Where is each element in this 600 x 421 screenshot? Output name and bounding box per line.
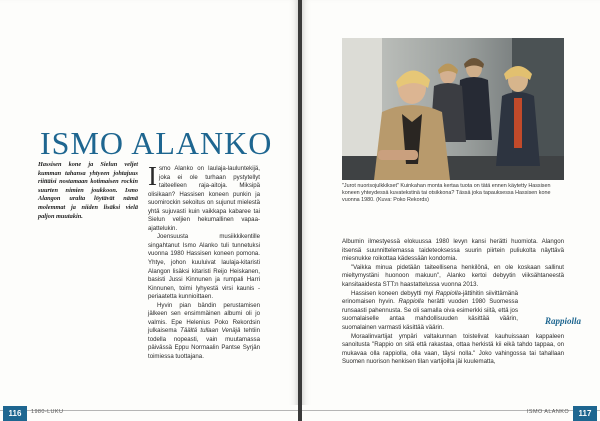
body-paragraph-2: Joensuusta musiikkikentille singahtanut Ismo Alanko tuli tunnetuksi vuonna 1980 Hassisen koneen pomona. Yhtye, johon kuuluivat laulaja-kitaristi Alangon lisäksi kitaristi Reijo Heiskanen, basisti Jussi Kinnunen ja rumpali Harri Kinnunen, toimi lyhyestä virsi kaunis -periaatetta kunnioittaen.: [148, 233, 260, 301]
photo-caption: "Jurot nuorisojulkkikset" Kuinkahan monta kertaa tuota on tätä ennen käytetty Hassisen koneen yhteydessä kuvatekstinä tai otsikkona? Tässä jokа tapauksessa Hassisen kone vuonna 1980. (Kuva: Poko Rekords): [342, 183, 551, 204]
left-footer: [0, 405, 298, 421]
page-title: ISMO ALANKO: [40, 125, 273, 161]
right-page: [302, 0, 600, 421]
band-photo-illustration: [342, 38, 564, 180]
running-head-left: 1980-LUKU: [31, 409, 64, 415]
right-paragraph-3: Hassisen koneen debyytti myi Rappiolla-jättihitin siivittämänä erinomaisen hyvin. Rappiolla herätti vuoden 1980 Suomessa runsaasti pahennusta. Se oli samalla oiva esimerkki siitä, että jos suomalaiselle antaa mahdollisuuden käsittää väärin, suomalainen varmasti käsittää väärin.: [342, 289, 518, 331]
band-photo: [342, 38, 564, 180]
page-number-left: 116: [3, 406, 27, 421]
drop-cap: I: [148, 161, 157, 191]
running-head-right: ISMO ALANKO: [527, 409, 569, 415]
right-paragraph-1: Albumin ilmestyessä elokuussa 1980 levyn kansi herätti huomiota. Alangon itsensä suunnittelemassa taideteoksessa suurin piirtein puliukolta näyttävä miesnukke roikottaa kädessään kondomia.: [342, 238, 564, 263]
right-body: [342, 238, 564, 367]
right-footer: [302, 405, 600, 421]
margin-note: Rappiolla: [545, 316, 582, 326]
body-paragraph-3: Hyvin pian bändin perustamisen jälkeen sen ensimmäinen albumi oli jo valmis. Epe Helenius Poko Rekordsin julkaisema Täältä tullaan Venäjä tehtiin todella nopeasti, vain muutamassa päivässä Eppu Normaalin Pantse Syrjän toimiessa tuottajana.: [148, 301, 261, 361]
right-paragraph-4: Moraalinvartijat ympäri valtakunnan toistelivat kauhuissaan kappaleen sanoitusta "Rappio on sitä että rakastaa, ottaa herkistä kii eikä tahdo tappaa, on mukavaa olla rappiolla, olla vaan, täysi nolla." Joko vahingossa tai tahallaan Suomen nuorison henkisen tilan vartijoilta jäi kuulematta,: [342, 332, 564, 366]
right-paragraph-2: "Vaikka minua pidetään taiteellisena henkilönä, en ole koskaan sallinut mieltymystäni huonoon makuun", Alanko kertoi debyytin viiksähtaneestä kansitaaidesta STT:n haastattelussa vuonna 2013.: [342, 263, 564, 288]
body-paragraph-1: Ismo Alanko on laulaja-lauluntekijä, joka ei ole turhaan pystytellyt taiteelleen raja-aitoja. Miksipä olisikaan? Hassisen koneen punkin ja suomirockin sekoitus on sujunut mielestä yhtä sujuvasti kuin vaikkapa kabaree tai Sielun veljien hekumallinen vapaa-ajattelukin.: [148, 161, 260, 232]
page-number-right: 117: [573, 406, 597, 421]
left-page: [0, 0, 298, 421]
body-column: [148, 161, 261, 362]
intro-lead: Hassisen kone ja Sielun veljet kumman tahansa yhtyeen johtajuus riittäisi nostamaan kotimaisen rockin suurten nimien joukkoon. Ismo Alangon uralta löytävät nämä molemmat ja niiden lisäksi vielä paljon muutakin.: [38, 161, 138, 220]
